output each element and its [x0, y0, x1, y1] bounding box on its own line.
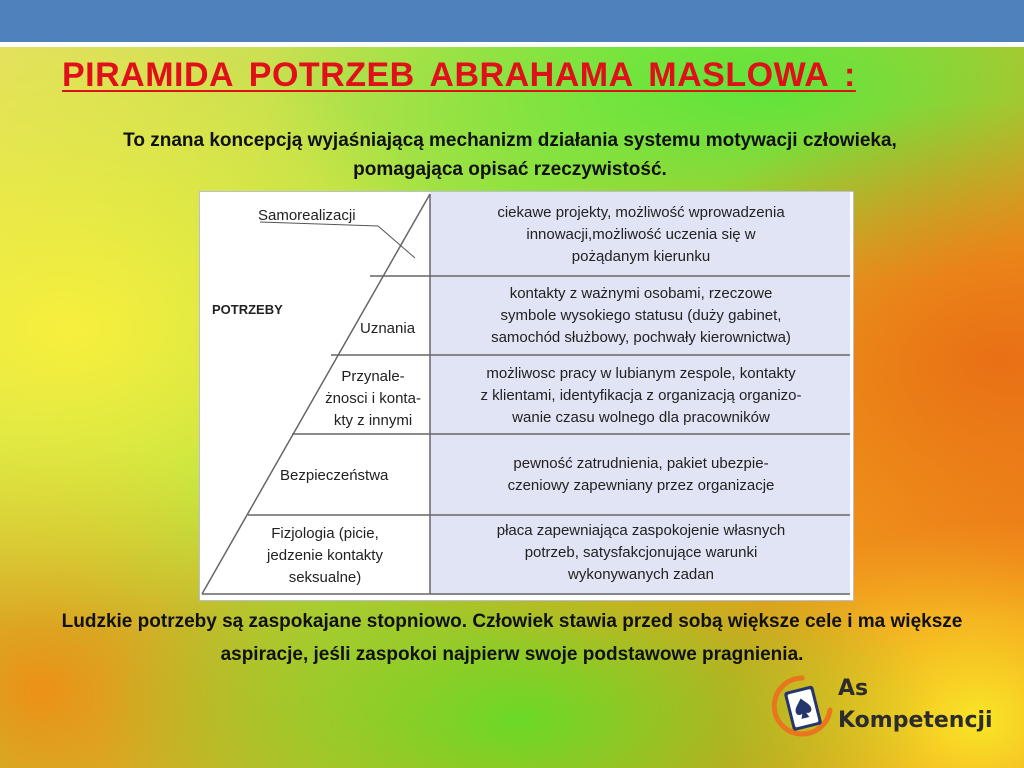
- slide-title: PIRAMIDA POTRZEB ABRAHAMA MASLOWA :: [62, 56, 856, 94]
- logo-text-as: As: [838, 676, 869, 701]
- level-label-physiological: Fizjologia (picie, jedzenie kontakty seksualne): [267, 525, 383, 586]
- level-desc-belonging: możliwosc pracy w lubianym zespole, kontakty z klientami, identyfikacja z organizacją organizo- wanie czasu wolnego dla pracowników: [480, 365, 802, 426]
- conclusion-text: Ludzkie potrzeby są zaspokajane stopniowo. Człowiek stawia przed sobą większe cele i ma większe aspiracje, jeśli zaspokoi najpierw swoje podstawowe pragnienia.: [61, 611, 963, 665]
- level-label-esteem: Uznania: [360, 320, 416, 337]
- level-label-self-actualization: Samorealizacji: [258, 207, 356, 224]
- level-label-safety: Bezpieczeństwa: [280, 467, 389, 484]
- level-label-belonging: Przynale- żnosci i konta- kty z innymi: [325, 368, 421, 429]
- logo-text-kompetencji: Kompetencji: [838, 708, 993, 733]
- level-desc-safety: pewność zatrudnienia, pakiet ubezpie- czeniowy zapewniany przez organizacje: [507, 455, 775, 494]
- maslow-diagram: [199, 191, 854, 601]
- company-logo: [770, 670, 1000, 745]
- label-pointer: [260, 222, 415, 258]
- level-desc-self-actualization: ciekawe projekty, możliwość wprowadzenia innowacji,możliwość uczenia się w pożądanym kierunku: [497, 204, 785, 265]
- top-divider: [0, 42, 1024, 47]
- needs-axis-label: POTRZEBY: [212, 302, 283, 317]
- spade-card-icon: [770, 672, 834, 744]
- top-bar: [0, 0, 1024, 42]
- intro-text: To znana koncepcją wyjaśniającą mechanizm działania systemu motywacji człowieka, pomagająca opisać rzeczywistość.: [123, 130, 897, 180]
- level-desc-physiological: płaca zapewniająca zaspokojenie własnych potrzeb, satysfakcjonujące warunki wykonywanych zadan: [496, 522, 786, 583]
- level-desc-esteem: kontakty z ważnymi osobami, rzeczowe symbole wysokiego statusu (duży gabinet, samochód służbowy, pochwały kierownictwa): [491, 285, 791, 346]
